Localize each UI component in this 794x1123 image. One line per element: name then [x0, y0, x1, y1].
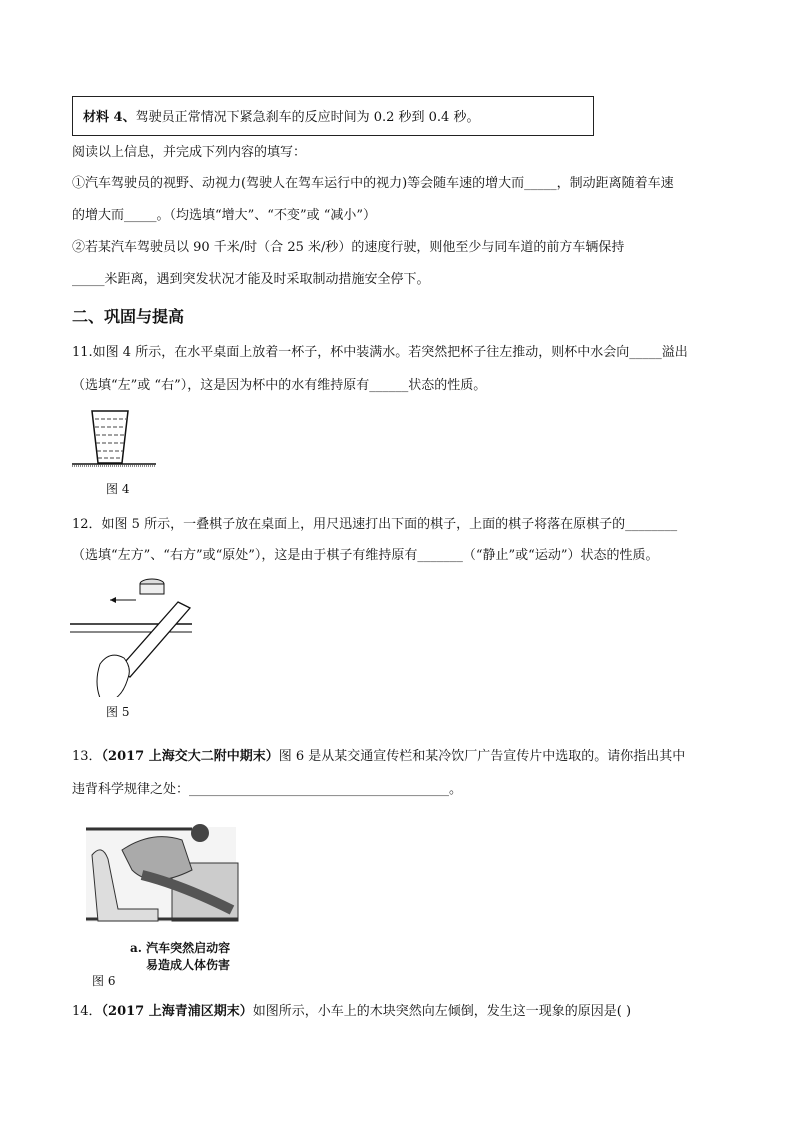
q13-source: （2017 上海交大二附中期末）	[101, 749, 279, 764]
figure-5-chess-ruler-illustration	[70, 572, 200, 697]
q13-text: 图 6 是从某交通宣传栏和某冷饮厂广告宣传片中选取的。请你指出其中	[278, 749, 686, 764]
material-4-box	[72, 96, 594, 136]
q13-line2: 违背科学规律之处：________________________________________。	[72, 782, 463, 797]
figure-4-label: 图 4	[106, 482, 130, 496]
material-label: 材料 4、	[83, 110, 136, 125]
figure-6-caption-line1: a. 汽车突然启动容	[130, 941, 231, 955]
q11-line2: （选填“左”或 “右”），这是因为杯中的水有维持原有______状态的性质。	[72, 378, 487, 393]
q12-line1: 12．如图 5 所示，一叠棋子放在桌面上，用尺迅速打出下面的棋子，上面的棋子将落在原棋子的________	[72, 517, 678, 532]
figure-5-label: 图 5	[106, 705, 130, 719]
q14-text: 如图所示，小车上的木块突然向左倾倒，发生这一现象的原因是( )	[252, 1004, 632, 1019]
figure-6-car-passenger-illustration	[82, 815, 242, 925]
q11-line1: 11.如图 4 所示，在水平桌面上放着一杯子，杯中装满水。若突然把杯子往左推动，则杯中水会向_____溢出	[72, 345, 688, 360]
q14-line	[72, 1004, 631, 1020]
q1-line2: 的增大而_____。（均选填“增大”、“不变”或 “减小”）	[72, 208, 377, 223]
figure-4-cup-illustration	[70, 405, 160, 467]
material-4-text	[83, 110, 479, 126]
q12-line2: （选填“左方”、“右方”或“原处”），这是由于棋子有维持原有_______（“静止”或“运动”）状态的性质。	[72, 548, 659, 563]
q2-line2: _____米距离，遇到突发状况才能及时采取制动措施安全停下。	[72, 272, 430, 287]
q1-line1: ①汽车驾驶员的视野、动视力(驾驶人在驾车运行中的视力)等会随车速的增大而_____，制动距离随着车速	[72, 176, 674, 191]
q14-number: 14．	[72, 1004, 102, 1019]
q2-line1: ②若某汽车驾驶员以 90 千米/时（合 25 米/秒）的速度行驶，则他至少与同车道的前方车辆保持	[72, 240, 625, 255]
figure-6-caption-line2: 易造成人体伤害	[146, 958, 231, 972]
figure-6-label: 图 6	[92, 974, 116, 988]
section-heading: 二、巩固与提高	[72, 307, 185, 326]
q13-line1	[72, 749, 685, 765]
intro-text: 阅读以上信息，并完成下列内容的填写：	[72, 145, 307, 160]
material-content: 驾驶员正常情况下紧急刹车的反应时间为 0.2 秒到 0.4 秒。	[135, 110, 480, 125]
q13-number: 13．	[72, 749, 102, 764]
q14-source: （2017 上海青浦区期末）	[101, 1004, 253, 1019]
